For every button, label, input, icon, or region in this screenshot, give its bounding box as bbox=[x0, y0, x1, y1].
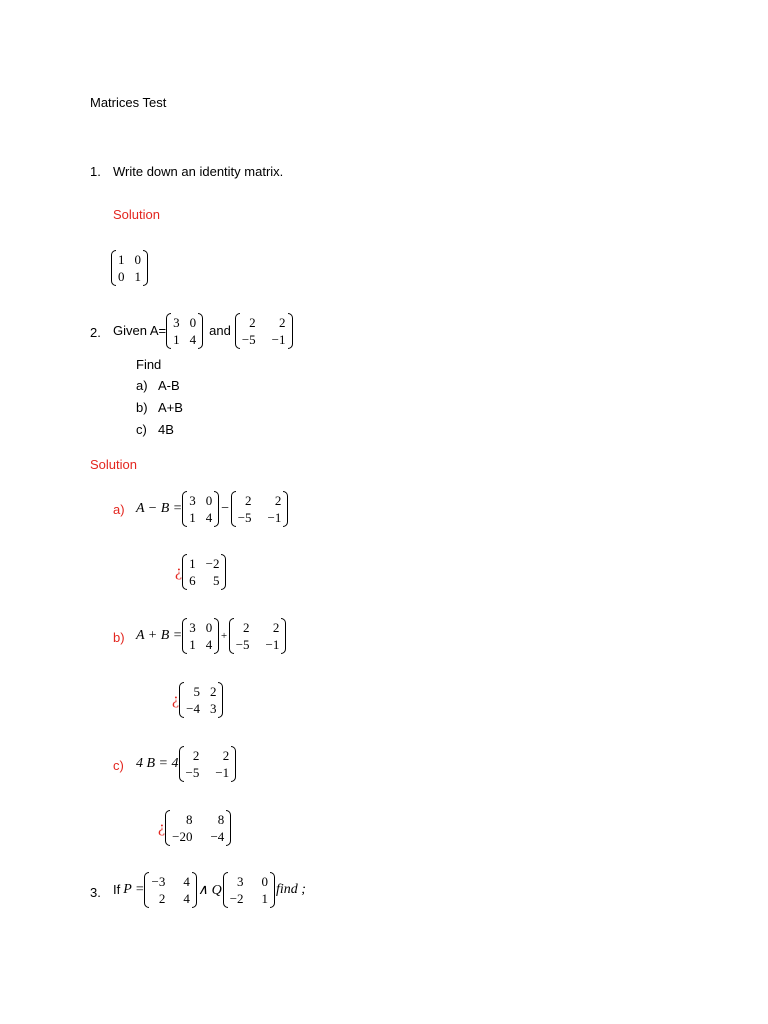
q3-if-label: If bbox=[113, 882, 121, 897]
q3-matrix-q: 3 0 −2 1 bbox=[223, 872, 275, 908]
q2-part-a-text: A-B bbox=[158, 378, 180, 393]
q1-solution-label: Solution bbox=[113, 207, 160, 222]
page-title: Matrices Test bbox=[90, 95, 167, 110]
q3-and-q: ∧ Q bbox=[197, 882, 222, 898]
q1-text: Write down an identity matrix. bbox=[113, 164, 284, 179]
q2-part-b-text: A+B bbox=[158, 400, 183, 415]
q2-matrix-b: 2 2 −5 −1 bbox=[235, 313, 293, 349]
q2-part-c-text: 4B bbox=[158, 422, 174, 437]
sol-b-matrix-a: 3 0 1 4 bbox=[182, 618, 219, 654]
q2-part-b-label: b) bbox=[136, 400, 148, 415]
q2-given-text: Given A= bbox=[113, 323, 167, 338]
sol-c-result-matrix: 8 8 −20 −4 bbox=[165, 810, 231, 846]
sol-b-lhs: A + B = bbox=[136, 628, 183, 643]
q2-find-label: Find bbox=[136, 357, 162, 372]
sol-a-result-matrix: 1 −2 6 5 bbox=[182, 554, 226, 590]
q1-number: 1. bbox=[90, 164, 101, 179]
q3-p-label: P = bbox=[123, 882, 145, 897]
sol-b-placeholder-glyph: ¿ bbox=[172, 691, 180, 708]
q3-find-text: find ; bbox=[276, 882, 306, 897]
sol-a-label: a) bbox=[113, 502, 125, 517]
sol-a-matrix-a: 3 0 1 4 bbox=[182, 491, 219, 527]
sol-c-lhs: 4 B = 4 bbox=[136, 756, 179, 771]
q2-matrix-a: 3 0 1 4 bbox=[166, 313, 203, 349]
sol-a-placeholder-glyph: ¿ bbox=[175, 563, 183, 580]
sol-c-label: c) bbox=[113, 758, 124, 773]
sol-b-result-matrix: 5 2 −4 3 bbox=[179, 682, 223, 718]
q3-number: 3. bbox=[90, 885, 101, 900]
sol-a-operator: − bbox=[220, 501, 230, 516]
sol-b-matrix-b: 2 2 −5 −1 bbox=[229, 618, 287, 654]
sol-b-label: b) bbox=[113, 630, 125, 645]
sol-a-matrix-b: 2 2 −5 −1 bbox=[231, 491, 289, 527]
sol-b-operator: + bbox=[220, 630, 228, 642]
sol-a-lhs: A − B = bbox=[136, 501, 183, 516]
sol-c-placeholder-glyph: ¿ bbox=[158, 819, 166, 836]
q1-identity-matrix: 1 0 0 1 bbox=[111, 250, 148, 286]
sol-c-matrix-b: 2 2 −5 −1 bbox=[179, 746, 237, 782]
q3-matrix-p: −3 4 2 4 bbox=[144, 872, 196, 908]
q2-number: 2. bbox=[90, 325, 101, 340]
q2-part-c-label: c) bbox=[136, 422, 147, 437]
q2-part-a-label: a) bbox=[136, 378, 148, 393]
q2-and-label: and bbox=[209, 323, 231, 338]
q2-solution-label: Solution bbox=[90, 457, 137, 472]
